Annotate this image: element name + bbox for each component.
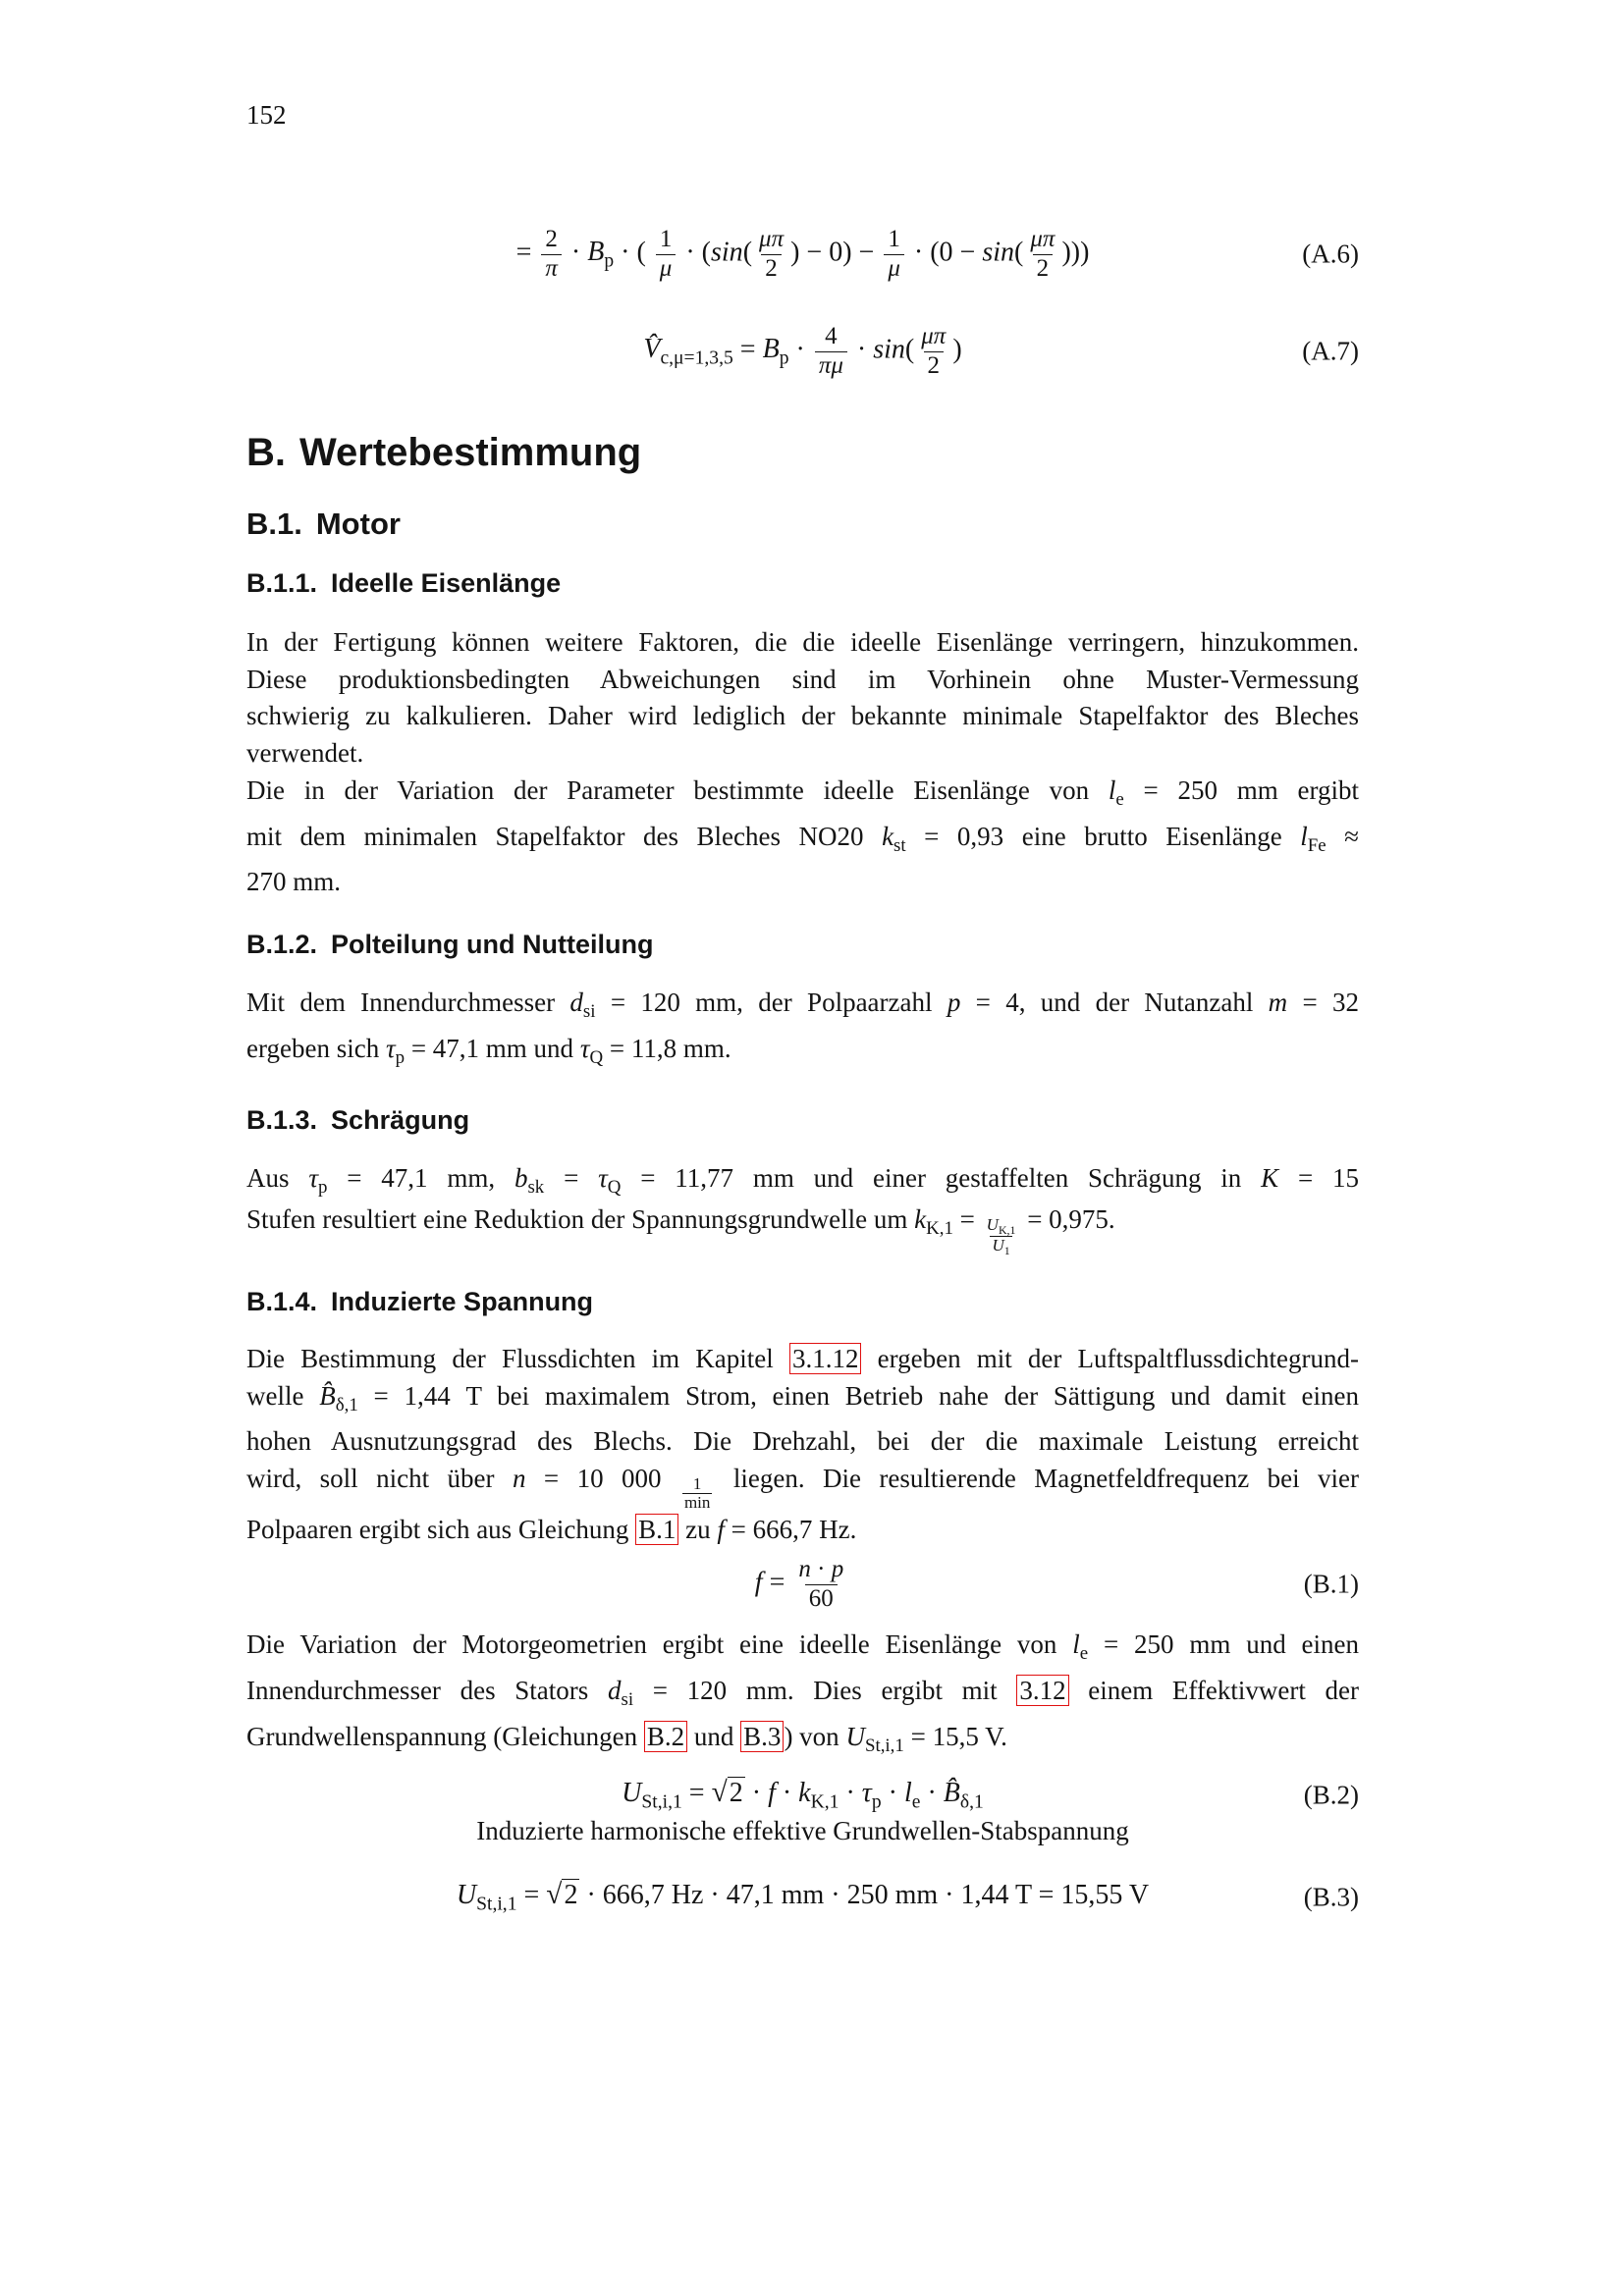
fraction <box>985 1216 1018 1257</box>
parenthesis: ))) <box>1061 237 1090 268</box>
denominator: μ <box>656 254 677 284</box>
equation-rest: · 666,7 Hz · 47,1 mm · 250 mm · 1,44 T = 15,55 V <box>586 1880 1150 1911</box>
math-subscript: e <box>1115 788 1124 810</box>
text-line <box>246 985 1359 1031</box>
equation-body <box>516 226 1090 284</box>
text-line <box>246 819 1359 865</box>
radical-sign: √ <box>546 1879 563 1911</box>
subsubsection-heading <box>246 1284 593 1319</box>
math-variable: n <box>512 1464 526 1494</box>
numerator <box>985 1216 1018 1236</box>
math-subscript: p <box>604 250 615 272</box>
math-variable: p <box>947 988 961 1017</box>
math-variable: l <box>1108 774 1116 805</box>
text-line: schwierig zu kalkulieren. Daher wird lediglich der bekannte minimale Stapelfaktor des Bleches <box>246 701 1359 731</box>
equation-reference-link[interactable]: 3.12 <box>1016 1675 1068 1706</box>
text: = 666,7 Hz. <box>724 1514 857 1544</box>
text: einem Effektivwert der <box>1068 1675 1359 1705</box>
numerator: 2 <box>545 225 558 252</box>
operator: · <box>570 237 581 268</box>
math-subscript: 1 <box>1003 1244 1010 1258</box>
math-term <box>798 1778 839 1813</box>
text-line <box>246 1160 1359 1206</box>
text: Innendurchmesser des Stators <box>246 1675 608 1705</box>
text: = 0,975. <box>1020 1204 1115 1234</box>
math-subscript: e <box>1079 1643 1089 1665</box>
text: Die Variation der Motorgeometrien ergibt eine ideelle Eisenlänge von <box>246 1629 1073 1659</box>
equation-a7 <box>246 312 1359 391</box>
text: ≈ <box>1326 821 1359 851</box>
math-subscript: c,μ=1,3,5 <box>660 347 733 369</box>
math-variable: τ <box>579 1033 590 1063</box>
math-term <box>903 1778 921 1813</box>
fraction <box>755 226 787 284</box>
text: = 120 mm, der Polpaarzahl <box>595 988 947 1017</box>
math-term <box>861 1778 882 1813</box>
math-subscript: si <box>582 1001 596 1023</box>
text-line <box>246 1627 1359 1673</box>
math-variable: τ <box>861 1778 872 1809</box>
text: = 4, und der Nutanzahl <box>960 988 1269 1017</box>
text: Stufen resultiert eine Reduktion der Spannungsgrundwelle um <box>246 1204 915 1234</box>
text: = 250 mm und einen <box>1088 1629 1359 1659</box>
square-root <box>546 1880 579 1910</box>
parenthesis: ( <box>742 237 753 268</box>
equation-number: (B.1) <box>1303 1569 1359 1599</box>
fraction <box>1026 226 1058 284</box>
denominator: 2 <box>761 254 782 284</box>
math-subscript: δ,1 <box>335 1394 358 1415</box>
section-number: B. <box>246 431 286 474</box>
text: liegen. Die resultierende Magnetfeldfrequenz bei vier <box>715 1464 1360 1494</box>
equals-sign: = <box>515 237 532 268</box>
math-variable: U <box>986 1215 999 1234</box>
math-variable: τ <box>598 1163 608 1193</box>
text-line <box>246 1719 1359 1765</box>
operator: · <box>817 1555 826 1582</box>
math-subscript: K,1 <box>810 1791 839 1813</box>
math-variable: U <box>992 1236 1004 1255</box>
text: Die in der Variation der Parameter bestimmte ideelle Eisenlänge von <box>246 774 1109 805</box>
math-subscript: Fe <box>1307 834 1326 856</box>
parenthesis: ) <box>952 334 962 365</box>
text: = 47,1 mm und <box>405 1033 580 1063</box>
operator: ) − 0) − <box>790 237 875 268</box>
text: Polpaaren ergibt sich aus Gleichung <box>246 1514 636 1544</box>
text-line: hohen Ausnutzungsgrad des Blechs. Die Drehzahl, bei der die maximale Leistung erreicht <box>246 1426 1359 1457</box>
section-title: Motor <box>315 507 401 541</box>
operator: · <box>927 1778 937 1809</box>
math-subscript: K,1 <box>926 1218 953 1240</box>
text: Aus <box>246 1163 309 1193</box>
equation-b2 <box>246 1775 1359 1816</box>
operator: · ( <box>621 237 646 268</box>
text: ergeben sich <box>246 1033 386 1063</box>
paragraph-b13-line1 <box>246 1160 1359 1206</box>
math-term <box>762 334 789 369</box>
text: zu <box>678 1514 718 1544</box>
parenthesis: ( <box>1014 237 1024 268</box>
text: = 32 <box>1287 988 1360 1017</box>
text-line <box>246 1461 1359 1512</box>
text: ergeben mit der Luftspaltflussdichtegrund- <box>861 1344 1359 1373</box>
numerator: μπ <box>759 225 785 252</box>
numerator: 1 <box>888 225 900 252</box>
math-variable: τ <box>308 1163 318 1193</box>
equation-body <box>622 1777 984 1813</box>
fraction <box>682 1475 712 1512</box>
section-title: Ideelle Eisenlänge <box>331 568 562 598</box>
numerator: μπ <box>921 322 947 349</box>
math-variable: K <box>1261 1163 1279 1193</box>
math-subscript: Q <box>607 1177 622 1199</box>
denominator: μ <box>884 254 904 284</box>
text: = 15 <box>1278 1163 1359 1193</box>
math-subscript: St,i,1 <box>476 1894 517 1915</box>
math-subscript: si <box>621 1688 634 1710</box>
text: ) von <box>784 1721 846 1751</box>
text-line <box>246 1341 1359 1378</box>
text-line <box>246 1512 1359 1549</box>
math-term <box>943 1778 984 1813</box>
operator: · <box>795 334 805 365</box>
operator: · <box>782 1778 792 1809</box>
math-variable: f <box>768 1778 776 1809</box>
math-variable: k <box>914 1204 927 1234</box>
numerator <box>794 1556 847 1584</box>
denominator: 60 <box>805 1584 838 1614</box>
math-subscript: K,1 <box>998 1222 1016 1237</box>
text: = 1,44 T bei maximalem Strom, einen Betrieb nahe der Sättigung und damit einen <box>357 1380 1359 1411</box>
text: = 120 mm. Dies ergibt mit <box>633 1675 1017 1705</box>
sin-function: sin <box>711 237 743 268</box>
text: welle <box>246 1380 320 1411</box>
fraction <box>917 323 949 381</box>
equation-body <box>457 1879 1149 1915</box>
text: und <box>687 1721 741 1751</box>
equation-body <box>643 323 961 381</box>
math-subscript: st <box>893 834 906 856</box>
denominator: min <box>683 1493 711 1512</box>
math-subscript: e <box>911 1791 921 1813</box>
fraction <box>794 1556 847 1614</box>
math-subscript: sk <box>527 1177 545 1199</box>
equation-b1 <box>246 1549 1359 1620</box>
section-number: B.1. <box>246 507 302 541</box>
math-variable: p <box>831 1555 844 1582</box>
paragraph-b14 <box>246 1341 1359 1549</box>
section-title: Induzierte Spannung <box>331 1287 594 1316</box>
operator: · (0 − <box>913 237 976 268</box>
subsubsection-heading <box>246 927 654 962</box>
text: = <box>544 1163 599 1193</box>
text-line: In der Fertigung können weitere Faktoren, die die ideelle Eisenlänge verringern, hinzukommen. <box>246 627 1359 657</box>
denominator: 2 <box>924 351 945 381</box>
equation-reference-link[interactable]: B.1 <box>635 1514 678 1545</box>
subsubsection-heading <box>246 565 561 601</box>
equation-body <box>755 1556 850 1614</box>
text: = 250 mm ergibt <box>1123 774 1359 805</box>
text-line: Diese produktionsbedingten Abweichungen sind im Vorhinein ohne Muster-Vermessung <box>246 664 1359 694</box>
radicand: 2 <box>564 1880 578 1911</box>
section-number: B.1.1. <box>246 568 318 598</box>
math-variable: f <box>717 1514 725 1544</box>
page-number: 152 <box>246 100 287 130</box>
equation-b3 <box>246 1877 1359 1918</box>
math-variable: b <box>514 1163 528 1193</box>
section-title: Schrägung <box>331 1105 470 1135</box>
numerator: μπ <box>1030 225 1056 252</box>
fraction <box>815 323 847 381</box>
denominator: πμ <box>815 351 847 381</box>
math-variable: l <box>903 1778 912 1809</box>
text-line: 270 mm. <box>246 867 342 897</box>
text: mit dem minimalen Stapelfaktor des Bleches NO20 <box>246 821 883 851</box>
sin-function: sin <box>982 237 1015 268</box>
operator: · <box>888 1778 897 1809</box>
math-variable: B <box>587 237 605 268</box>
text-line: verwendet. <box>246 738 364 769</box>
subsubsection-heading <box>246 1102 469 1138</box>
text: = 11,77 mm und einer gestaffelten Schrägung in <box>621 1163 1262 1193</box>
text: = 15,5 V. <box>903 1721 1007 1751</box>
equation-a6 <box>246 215 1359 294</box>
equals-sign: = <box>739 334 756 365</box>
math-variable: l <box>1072 1629 1080 1659</box>
numerator: 4 <box>825 322 838 349</box>
equals-sign: = <box>523 1880 540 1911</box>
math-variable: n <box>798 1555 811 1582</box>
math-variable: d <box>569 988 583 1017</box>
math-variable: τ <box>385 1033 396 1063</box>
text: = 10 000 <box>525 1464 679 1494</box>
math-term <box>587 237 615 272</box>
sin-function: sin <box>873 334 905 365</box>
math-subscript: St,i,1 <box>641 1791 682 1813</box>
math-term <box>622 1778 682 1813</box>
parenthesis: ( <box>904 334 915 365</box>
math-subscript: p <box>779 347 789 369</box>
text-line <box>246 773 1359 819</box>
paragraph-b12 <box>246 985 1359 1077</box>
text: = <box>952 1204 982 1234</box>
text: wird, soll nicht über <box>246 1464 513 1494</box>
equation-number: (B.2) <box>1303 1780 1359 1810</box>
denominator: 2 <box>1033 254 1054 284</box>
math-subscript: δ,1 <box>959 1791 984 1813</box>
math-variable: U <box>845 1721 865 1751</box>
equation-reference-link[interactable]: B.3 <box>740 1721 784 1752</box>
math-subscript: Q <box>589 1046 604 1068</box>
text-line <box>246 1378 1359 1424</box>
section-number: B.1.2. <box>246 930 318 959</box>
math-variable: B̂ <box>319 1380 336 1411</box>
text: = 47,1 mm, <box>327 1163 514 1193</box>
math-subscript: p <box>318 1177 328 1199</box>
equation-reference-link[interactable]: B.2 <box>644 1721 687 1752</box>
paragraph-b11 <box>246 624 1359 901</box>
math-variable: V̂ <box>643 334 661 365</box>
section-heading <box>246 429 641 476</box>
text: Die Bestimmung der Flussdichten im Kapitel <box>246 1344 789 1373</box>
section-title: Wertebestimmung <box>299 431 642 474</box>
math-subscript: St,i,1 <box>864 1735 904 1756</box>
math-subscript: p <box>871 1791 882 1813</box>
math-variable: m <box>1268 988 1288 1017</box>
equation-number: (A.7) <box>1302 336 1359 366</box>
operator: · <box>845 1778 855 1809</box>
text-line <box>246 1673 1359 1719</box>
math-term <box>643 334 733 369</box>
denominator: π <box>541 254 562 284</box>
text: = 0,93 eine brutto Eisenlänge <box>905 821 1301 851</box>
paragraph-after-b1 <box>246 1627 1359 1764</box>
text-line <box>246 1031 1359 1077</box>
operator: · <box>751 1778 762 1809</box>
equals-sign: = <box>769 1567 785 1598</box>
math-term <box>456 1880 517 1915</box>
paragraph-b13-line2 <box>246 1201 1359 1257</box>
numerator: 1 <box>692 1474 702 1494</box>
equation-number: (A.6) <box>1302 239 1359 269</box>
section-number: B.1.4. <box>246 1287 318 1316</box>
math-variable: U <box>456 1880 477 1911</box>
equals-sign: = <box>688 1778 705 1809</box>
equation-number: (B.3) <box>1303 1882 1359 1912</box>
math-variable: d <box>607 1675 622 1705</box>
fraction <box>884 226 904 284</box>
section-number: B.1.3. <box>246 1105 318 1135</box>
math-variable: B̂ <box>943 1778 960 1809</box>
numerator: 1 <box>659 225 673 252</box>
operator: · ( <box>685 237 711 268</box>
chapter-reference-link[interactable]: 3.1.12 <box>789 1343 862 1374</box>
math-variable: U <box>622 1778 642 1809</box>
fraction <box>541 226 562 284</box>
subsection-heading <box>246 505 401 544</box>
math-variable: l <box>1300 821 1308 851</box>
text: Grundwellenspannung (Gleichungen <box>246 1721 644 1751</box>
denominator <box>990 1236 1011 1256</box>
math-subscript: p <box>395 1046 406 1068</box>
operator: · <box>856 334 867 365</box>
square-root <box>712 1778 745 1808</box>
math-variable: B <box>762 334 780 365</box>
math-variable: f <box>754 1567 763 1598</box>
text: = 11,8 mm. <box>603 1033 731 1063</box>
equation-caption: Induzierte harmonische effektive Grundwellen-Stabspannung <box>476 1816 1129 1845</box>
math-variable: k <box>882 821 894 851</box>
radicand: 2 <box>729 1778 743 1809</box>
fraction <box>656 226 677 284</box>
text-line <box>246 1201 1359 1257</box>
radical-sign: √ <box>711 1777 728 1809</box>
section-title: Polteilung und Nutteilung <box>331 930 654 959</box>
text: Mit dem Innendurchmesser <box>246 988 570 1017</box>
math-variable: k <box>798 1778 811 1809</box>
